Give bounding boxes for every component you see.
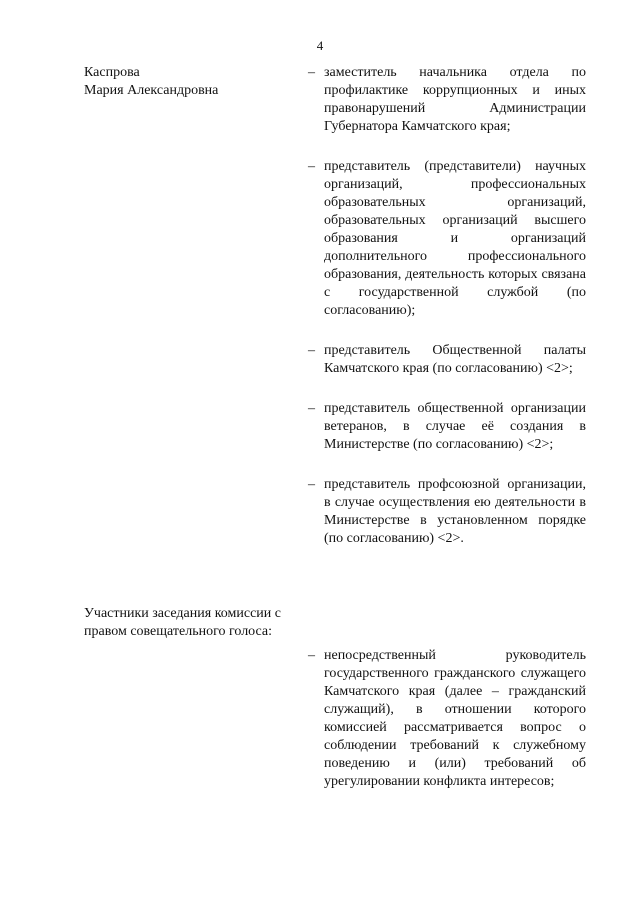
member-surname: Каспрова: [84, 65, 140, 80]
dash-marker: –: [308, 477, 315, 492]
member-entry: [84, 64, 590, 136]
member-entry: [84, 342, 590, 378]
dash-marker: –: [308, 648, 315, 663]
spacer: [84, 378, 590, 400]
member-position: представитель Общественной палаты Камчатского края (по согласованию) <2>;: [324, 343, 586, 376]
dash-marker: –: [308, 65, 315, 80]
spacer: [84, 454, 590, 476]
spacer: [84, 136, 590, 158]
advisory-entry: [84, 647, 590, 791]
member-entry: [84, 158, 590, 320]
member-name: [84, 64, 308, 100]
member-position: непосредственный руководитель государственного гражданского служащего Камчатского края (далее – гражданский служащий), в отношении которого комиссией рассматривается вопрос о соблюдении требований к служебному поведению и (или) требований об урегулировании конфликта интересов;: [324, 648, 586, 789]
spacer: [84, 320, 590, 342]
advisory-section-label: Участники заседания комиссии с правом совещательного голоса:: [84, 606, 281, 639]
dash-marker: –: [308, 343, 315, 358]
advisory-section-heading: [84, 605, 590, 641]
member-position: представитель (представители) научных организаций, профессиональных образовательных организаций, образовательных организаций высшего образования и организаций дополнительного профессионального образования, деятельность которых связана с государственной службой (по согласованию);: [324, 159, 586, 318]
member-entry: [84, 400, 590, 454]
spacer: [84, 548, 590, 605]
member-position: представитель общественной организации ветеранов, в случае её создания в Министерстве (по согласованию) <2>;: [324, 401, 586, 452]
member-entry: [84, 476, 590, 548]
dash-marker: –: [308, 159, 315, 174]
dash-marker: –: [308, 401, 315, 416]
commission-composition: [84, 64, 590, 791]
member-given-names: Мария Александровна: [84, 83, 219, 98]
member-position: представитель профсоюзной организации, в случае осуществления ею деятельности в Министерстве в установленном порядке (по согласованию) <2>.: [324, 477, 586, 546]
member-position: заместитель начальника отдела по профилактике коррупционных и иных правонарушений Администрации Губернатора Камчатского края;: [324, 65, 586, 134]
page-number: 4: [316, 38, 324, 53]
